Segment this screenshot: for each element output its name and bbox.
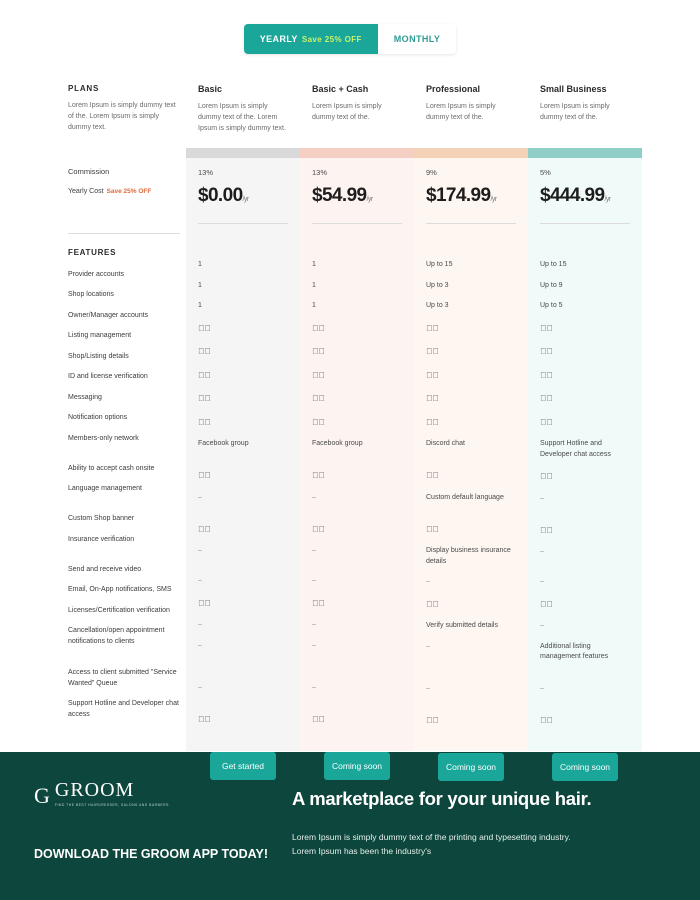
plan-feature-value: 1 [312, 281, 316, 289]
plan-feature-value [426, 340, 516, 364]
plan-feature-value [198, 488, 288, 518]
plan-feature-value [540, 465, 630, 489]
plan-feature-value [540, 679, 630, 709]
check-icon: ✓⃝ [540, 598, 553, 609]
check-icon: ✓⃝ [198, 470, 211, 481]
plan-feature-value [198, 541, 288, 571]
plan-name: Professional [426, 84, 481, 94]
not-available-dash: – [198, 621, 202, 629]
plan-blurb: Lorem Ipsum is simply dummy text of the. [312, 103, 382, 121]
plan-feature-value [426, 317, 516, 341]
plan-cta-button[interactable]: Coming soon [438, 753, 504, 781]
plans-header: PLANS [68, 84, 100, 93]
check-icon: ✓⃝ [312, 393, 325, 404]
plan-feature-value [426, 411, 516, 435]
plan-feature-value [312, 541, 402, 571]
feature-label-column [58, 84, 186, 781]
plan-feature-value [540, 593, 630, 617]
plan-feature-value [312, 571, 402, 592]
plan-blurb: Lorem Ipsum is simply dummy text of the. [540, 103, 610, 121]
plan-feature-value [312, 411, 402, 435]
not-available-dash: – [426, 642, 430, 650]
check-icon: ✓⃝ [198, 597, 211, 608]
toggle-yearly-button[interactable] [244, 24, 378, 54]
feature-label: Cancellation/open appointment notifications to clients [68, 627, 165, 645]
logo-g-icon: G [34, 783, 50, 808]
plan-feature-value [540, 411, 630, 435]
check-icon: ✓⃝ [426, 714, 439, 725]
plan-feature-value [426, 464, 516, 488]
logo-tagline: FIND THE BEST HAIRDRESSER, SALONS AND BARBERS [54, 803, 169, 807]
plan-divider [198, 223, 288, 224]
feature-labels-list [68, 265, 180, 726]
check-icon: ✓⃝ [426, 416, 439, 427]
feature-label: Provider accounts [68, 270, 125, 278]
plan-price-period: /yr [242, 196, 249, 204]
x-icon: ✕⃝ [312, 713, 325, 724]
check-icon: ✓⃝ [540, 471, 553, 482]
plan-feature-value [540, 572, 630, 593]
plan-feature-value [426, 593, 516, 617]
plan-cta-wrap [426, 739, 516, 781]
plan-feature-value: 1 [198, 302, 202, 310]
plan-feature-value: Verify submitted details [426, 622, 498, 630]
check-icon: ✓⃝ [312, 322, 325, 333]
not-available-dash: – [540, 548, 544, 556]
check-icon: ✓⃝ [426, 322, 439, 333]
plan-feature-value [198, 387, 288, 411]
plan-column-basic-cash [300, 84, 414, 781]
not-available-dash: – [312, 621, 316, 629]
plan-feature-value [426, 572, 516, 593]
toggle-group [244, 24, 457, 54]
plan-feature-value [426, 364, 516, 388]
plan-divider [312, 223, 402, 224]
check-icon: ✓⃝ [426, 523, 439, 534]
plan-feature-value: 1 [198, 281, 202, 289]
plans-intro-blurb: Lorem Ipsum is simply dummy text of the. Lorem Ipsum is simply dummy text. [68, 102, 176, 131]
check-icon: ✓⃝ [426, 346, 439, 357]
check-icon: ✓⃝ [312, 346, 325, 357]
feature-label: Custom Shop banner [68, 515, 135, 523]
plan-feature-value: Facebook group [312, 440, 363, 448]
plan-feature-value [312, 464, 402, 488]
plan-column-small-business [528, 84, 642, 781]
features-header: FEATURES [68, 247, 117, 257]
plan-column-basic [186, 84, 300, 781]
check-icon: ✓⃝ [426, 369, 439, 380]
feature-label: Email, On-App notifications, SMS [68, 586, 172, 594]
plan-price: $54.99/yr [312, 185, 373, 207]
feature-label: Licenses/Certification verification [68, 606, 170, 614]
plan-feature-value [426, 518, 516, 542]
section-divider [68, 233, 180, 234]
plan-column-accent-bar [414, 148, 528, 158]
plan-feature-value: Custom default language [426, 493, 504, 501]
plan-column-body [300, 84, 414, 780]
not-available-dash: – [540, 622, 544, 630]
plan-feature-value [540, 387, 630, 411]
plan-feature-value: Up to 15 [426, 261, 453, 269]
plan-feature-value [198, 340, 288, 364]
plan-feature-value [312, 678, 402, 708]
check-icon: ✓⃝ [426, 470, 439, 481]
feature-label: Shop locations [68, 291, 114, 299]
plan-column-professional [414, 84, 528, 781]
plan-feature-value [540, 709, 630, 739]
not-available-dash: – [198, 547, 202, 555]
plan-commission-value: 13% [312, 168, 328, 177]
plan-feature-value: Up to 5 [540, 302, 563, 310]
plan-column-body [528, 84, 642, 781]
plan-feature-value [540, 340, 630, 364]
feature-label: Messaging [68, 393, 102, 401]
check-icon: ✓⃝ [198, 369, 211, 380]
check-icon: ✓⃝ [540, 346, 553, 357]
billing-period-toggle [0, 0, 700, 54]
footer-body-line-1: Lorem Ipsum is simply dummy text of the printing and typesetting industry. [292, 832, 571, 842]
plan-divider [540, 223, 630, 224]
plan-feature-value [312, 387, 402, 411]
plan-feature-value [426, 679, 516, 709]
toggle-yearly-save-label: Save 25% OFF [301, 35, 362, 44]
not-available-dash: – [198, 641, 202, 649]
plan-feature-value [540, 542, 630, 572]
yearly-cost-label: Yearly Cost Save 25% OFF [68, 188, 152, 196]
plan-feature-value [198, 592, 288, 616]
plan-feature-value [426, 387, 516, 411]
check-icon: ✓⃝ [540, 369, 553, 380]
plan-feature-value: Up to 15 [540, 261, 567, 269]
feature-label: Send and receive video [68, 565, 142, 573]
yearly-cost-save-tag: Save 25% OFF [106, 188, 152, 196]
plan-feature-value [312, 317, 402, 341]
check-icon: ✓⃝ [312, 597, 325, 608]
check-icon: ✓⃝ [198, 322, 211, 333]
plan-feature-value [312, 708, 402, 738]
feature-label: Language management [68, 485, 142, 493]
plan-feature-value [198, 636, 288, 678]
plan-feature-value [312, 636, 402, 678]
feature-label: Notification options [68, 414, 128, 422]
not-available-dash: – [312, 577, 316, 585]
footer-body [292, 830, 666, 859]
plan-feature-value [198, 464, 288, 488]
logo-wordmark: GROOM [54, 779, 135, 801]
plan-feature-value [198, 615, 288, 636]
plan-feature-value: 1 [198, 261, 202, 269]
plan-feature-value [312, 518, 402, 542]
plan-feature-value: Support Hotline and Developer chat access [540, 440, 611, 458]
feature-label: Access to client submitted "Service Wanted" Queue [68, 669, 177, 687]
plan-feature-value [540, 489, 630, 519]
x-icon: ✕⃝ [198, 523, 211, 534]
feature-label: Support Hotline and Developer chat access [68, 700, 179, 718]
plan-feature-value [198, 317, 288, 341]
plan-feature-value [198, 518, 288, 542]
check-icon: ✓⃝ [540, 416, 553, 427]
plan-blurb: Lorem Ipsum is simply dummy text of the. [426, 103, 496, 121]
feature-label: Shop/Listing details [68, 352, 129, 360]
footer-right [274, 780, 666, 872]
footer-left [34, 780, 274, 872]
plan-commission-value: 9% [426, 168, 437, 177]
plan-column-body [414, 84, 528, 781]
plan-feature-value [426, 709, 516, 739]
plan-blurb: Lorem Ipsum is simply dummy text of the. Lorem Ipsum is simply dummy text. [198, 103, 286, 132]
commission-label: Commission [68, 167, 110, 176]
feature-label: Ability to accept cash onsite [68, 464, 155, 472]
plan-name: Small Business [540, 84, 607, 94]
plan-cta-wrap [540, 739, 630, 781]
plan-feature-value [312, 615, 402, 636]
plan-feature-value: 1 [312, 261, 316, 269]
plan-column-accent-bar [528, 148, 642, 158]
feature-label: Listing management [68, 332, 132, 340]
check-icon: ✓⃝ [540, 322, 553, 333]
plan-feature-value [198, 708, 288, 738]
check-icon: ✓⃝ [312, 416, 325, 427]
not-available-dash: – [312, 547, 316, 555]
not-available-dash: – [426, 578, 430, 586]
plan-feature-value [198, 364, 288, 388]
plan-feature-value: Facebook group [198, 440, 249, 448]
feature-label: Owner/Manager accounts [68, 311, 149, 319]
check-icon: ✓⃝ [426, 598, 439, 609]
plan-feature-value [540, 519, 630, 543]
plan-feature-value [312, 488, 402, 518]
x-icon: ✕⃝ [198, 713, 211, 724]
plan-feature-value [312, 340, 402, 364]
plan-name: Basic + Cash [312, 84, 369, 94]
plan-feature-value [198, 571, 288, 592]
footer-body-line-2: Lorem Ipsum has been the industry's [292, 846, 432, 857]
plan-feature-value: Display business insurance details [426, 547, 511, 565]
plan-feature-value [198, 411, 288, 435]
brand-logo [34, 780, 274, 807]
check-icon: ✓⃝ [198, 346, 211, 357]
plan-feature-value [312, 364, 402, 388]
plan-price-period: /yr [366, 196, 373, 204]
plan-feature-value: Up to 3 [426, 281, 449, 289]
plan-cta-button[interactable]: Get started [210, 752, 276, 780]
not-available-dash: – [312, 641, 316, 649]
plan-feature-value [540, 364, 630, 388]
check-icon: ✓⃝ [540, 393, 553, 404]
plan-feature-value [426, 637, 516, 679]
check-icon: ✓⃝ [198, 416, 211, 427]
plan-feature-value: Additional listing management features [540, 642, 609, 661]
not-available-dash: – [540, 578, 544, 586]
not-available-dash: – [198, 683, 202, 691]
plan-price-period: /yr [490, 196, 497, 204]
plan-divider [426, 223, 516, 224]
x-icon: ✕⃝ [312, 523, 325, 534]
plan-price: $0.00/yr [198, 185, 249, 207]
plan-column-accent-bar [186, 148, 300, 158]
check-icon: ✓⃝ [312, 470, 325, 481]
feature-label: Members-only network [68, 434, 139, 442]
pricing-table [58, 84, 642, 781]
not-available-dash: – [312, 683, 316, 691]
not-available-dash: – [312, 493, 316, 501]
plan-feature-value: Up to 3 [426, 302, 449, 310]
plan-commission-value: 13% [198, 168, 214, 177]
plan-column-body [186, 84, 300, 780]
feature-label: ID and license verification [68, 373, 148, 381]
plan-feature-value [198, 678, 288, 708]
footer-download-cta: DOWNLOAD THE GROOM APP TODAY! [34, 847, 269, 861]
check-icon: ✓⃝ [540, 524, 553, 535]
not-available-dash: – [198, 577, 202, 585]
not-available-dash: – [426, 684, 430, 692]
plan-feature-value: Discord chat [426, 440, 465, 448]
plan-feature-value [312, 592, 402, 616]
plan-price-period: /yr [604, 196, 611, 204]
plan-price: $444.99/yr [540, 185, 611, 207]
feature-label: Insurance verification [68, 535, 135, 543]
toggle-monthly-button[interactable]: MONTHLY [378, 24, 456, 54]
plan-feature-value: Up to 9 [540, 281, 563, 289]
check-icon: ✓⃝ [198, 393, 211, 404]
plan-feature-value: 1 [312, 302, 316, 310]
plan-name: Basic [198, 84, 223, 94]
check-icon: ✓⃝ [312, 369, 325, 380]
not-available-dash: – [198, 493, 202, 501]
plan-column-accent-bar [300, 148, 414, 158]
plan-cta-wrap [312, 738, 402, 780]
not-available-dash: – [540, 494, 544, 502]
footer-headline: A marketplace for your unique hair. [292, 788, 592, 809]
toggle-yearly-label: YEARLY [259, 34, 298, 44]
plan-feature-value [540, 317, 630, 341]
plan-cta-wrap [198, 738, 288, 780]
not-available-dash: – [540, 684, 544, 692]
check-icon: ✓⃝ [426, 393, 439, 404]
plan-price: $174.99/yr [426, 185, 497, 207]
plan-cta-button[interactable]: Coming soon [552, 753, 618, 781]
check-icon: ✓⃝ [540, 714, 553, 725]
plan-commission-value: 5% [540, 168, 551, 177]
plan-feature-value [540, 616, 630, 637]
plan-cta-button[interactable]: Coming soon [324, 752, 390, 780]
